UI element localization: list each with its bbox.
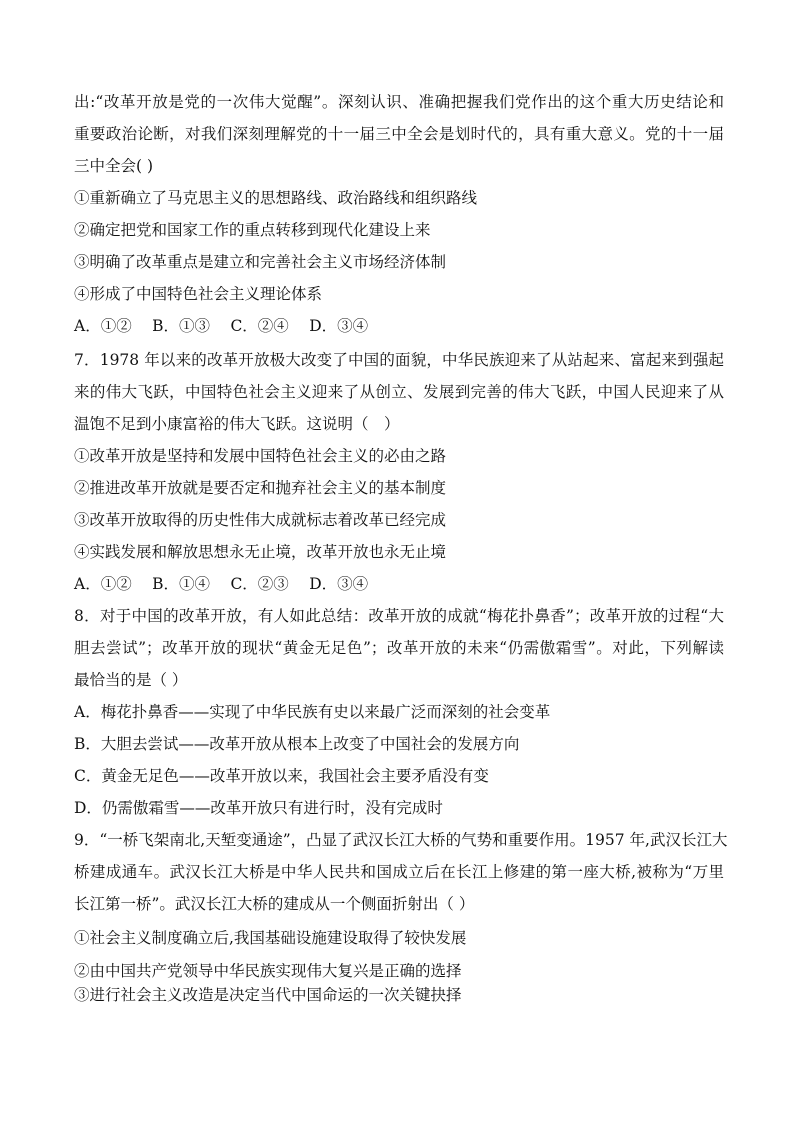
q8-choice-a: A．梅花扑鼻香——实现了中华民族有史以来最广泛而深刻的社会变革 (74, 703, 551, 721)
q7-stem-line-2: 来的伟大飞跃，中国特色社会主义迎来了从创立、发展到完善的伟大飞跃，中国人民迎来了从 (74, 383, 724, 401)
q7-stem-line-1: 7．1978 年以来的改革开放极大改变了中国的面貌，中华民族迎来了从站起来、富起来到强起 (74, 351, 724, 369)
q7-answer-options: A．①② B．①④ C．②③ D．③④ (74, 575, 369, 593)
q6-statement-2: ②确定把党和国家工作的重点转移到现代化建设上来 (74, 221, 431, 239)
q7-statement-2: ②推进改革开放就是要否定和抛弃社会主义的基本制度 (74, 479, 447, 497)
q7-statement-4: ④实践发展和解放思想永无止境，改革开放也永无止境 (74, 543, 447, 561)
q8-stem-line-2: 胆去尝试”；改革开放的现状“黄金无足色”；改革开放的未来“仍需傲霜雪”。对此，下列解读 (74, 639, 724, 657)
q8-stem-line-1: 8．对于中国的改革开放，有人如此总结：改革开放的成就“梅花扑鼻香”；改革开放的过程“大 (74, 607, 724, 625)
q7-stem-line-3: 温饱不足到小康富裕的伟大飞跃。这说明（ ） (74, 415, 400, 433)
q7-statement-1: ①改革开放是坚持和发展中国特色社会主义的必由之路 (74, 447, 447, 465)
q6-answer-options: A．①② B．①③ C．②④ D．③④ (74, 317, 369, 335)
q8-choice-b: B．大胆去尝试——改革开放从根本上改变了中国社会的发展方向 (74, 735, 520, 753)
q6-statement-1: ①重新确立了马克思主义的思想路线、政治路线和组织路线 (74, 189, 478, 207)
q6-statement-4: ④形成了中国特色社会主义理论体系 (74, 285, 323, 303)
q6-stem-line-3: 三中全会( ) (74, 157, 154, 175)
q9-stem-line-2: 桥建成通车。武汉长江大桥是中华人民共和国成立后在长江上修建的第一座大桥,被称为“万里 (74, 863, 724, 881)
q9-statement-1: ①社会主义制度确立后,我国基础设施建设取得了较快发展 (74, 929, 467, 947)
q9-statement-2: ②由中国共产党领导中华民族实现伟大复兴是正确的选择 (74, 962, 462, 980)
q6-statement-3: ③明确了改革重点是建立和完善社会主义市场经济体制 (74, 253, 447, 271)
q8-choice-c: C．黄金无足色——改革开放以来，我国社会主要矛盾没有变 (74, 767, 489, 785)
q7-statement-3: ③改革开放取得的历史性伟大成就标志着改革已经完成 (74, 511, 447, 529)
q9-statement-3: ③进行社会主义改造是决定当代中国命运的一次关键抉择 (74, 986, 462, 1004)
q9-stem-line-3: 长江第一桥”。武汉长江大桥的建成从一个侧面折射出（ ） (74, 895, 475, 913)
q9-stem-line-1: 9．“一桥飞架南北,天堑变通途”，凸显了武汉长江大桥的气势和重要作用。1957 年,武汉长江大 (74, 831, 728, 849)
q6-stem-line-1: 出:“改革开放是党的一次伟大觉醒”。深刻认识、准确把握我们党作出的这个重大历史结论和 (74, 93, 724, 111)
q8-choice-d: D．仍需傲霜雪——改革开放只有进行时，没有完成时 (74, 799, 443, 817)
q6-stem-line-2: 重要政治论断，对我们深刻理解党的十一届三中全会是划时代的，具有重大意义。党的十一届 (74, 125, 724, 143)
q8-stem-line-3: 最恰当的是（ ） (74, 671, 188, 689)
